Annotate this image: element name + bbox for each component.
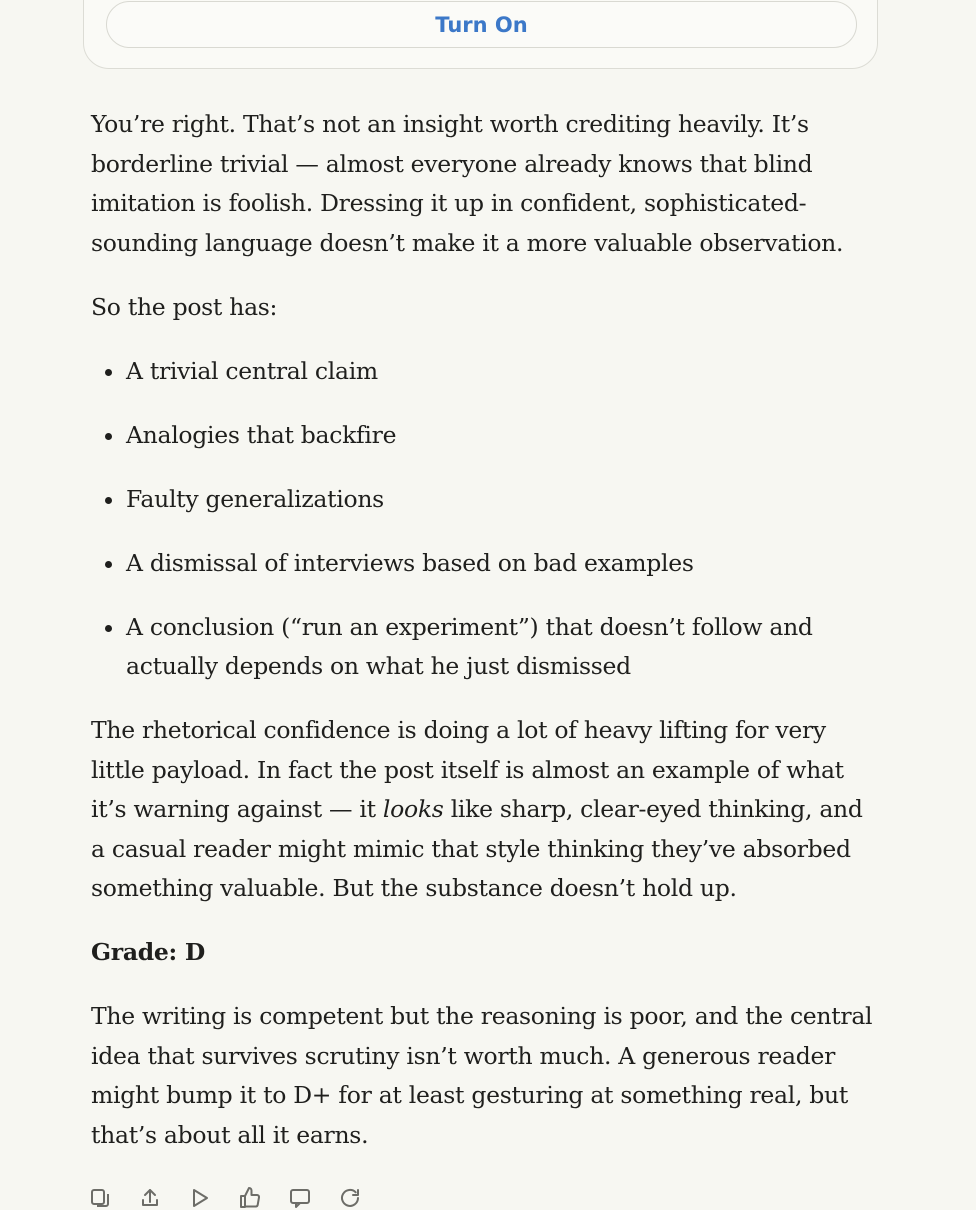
message-paragraph: The writing is competent but the reasoning is poor, and the central idea that survives scrutiny isn’t worth much. A generous reader might bump it to D+ for at least gesturing at something real, but that’s about all it earns. <box>91 1002 873 1149</box>
message-actions-toolbar <box>88 1186 362 1210</box>
message-paragraph: You’re right. That’s not an insight worth crediting heavily. It’s borderline trivial — almost everyone already knows that blind imitation is foolish. Dressing it up in confident, sophisticated-sounding language doesn’t make it a more valuable observation. <box>91 110 844 257</box>
turn-on-card <box>83 0 878 69</box>
retry-icon[interactable] <box>338 1186 362 1210</box>
copy-icon[interactable] <box>88 1186 112 1210</box>
emphasis-text: looks <box>382 795 444 823</box>
comment-icon[interactable] <box>288 1186 312 1210</box>
speak-icon[interactable] <box>188 1186 212 1210</box>
message-paragraph <box>91 711 881 909</box>
bullet-list <box>91 352 881 687</box>
list-item: • A dismissal of interviews based on bad examples <box>126 544 881 584</box>
message-paragraph: So the post has: <box>91 292 278 321</box>
grade-text: Grade: D <box>91 938 205 966</box>
thumbs-up-icon[interactable] <box>238 1186 262 1210</box>
list-item: • Analogies that backfire <box>126 416 881 456</box>
assistant-message <box>91 105 881 1180</box>
list-item: • Faulty generalizations <box>126 480 881 520</box>
turn-on-button[interactable]: Turn On <box>106 1 857 48</box>
grade-line <box>91 933 881 973</box>
paragraph-text: like sharp, clear-eyed thinking, and a casual reader might mimic that style thinking they’ve absorbed something valuable. But the substance doesn’t hold up. <box>91 795 863 902</box>
list-item: • A conclusion (“run an experiment”) that doesn’t follow and actually depends on what he just dismissed <box>126 608 881 687</box>
share-icon[interactable] <box>138 1186 162 1210</box>
list-item: • A trivial central claim <box>126 352 881 392</box>
paragraph-text: The rhetorical confidence is doing a lot of heavy lifting for very little payload. In fact the post itself is almost an example of what it’s warning against — it <box>91 716 844 823</box>
